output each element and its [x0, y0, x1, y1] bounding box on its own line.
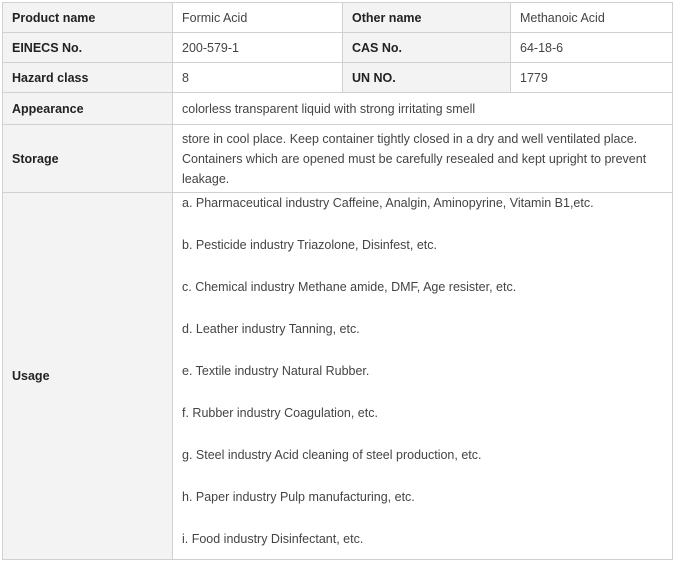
list-item: c. Chemical industry Methane amide, DMF, Age resister, etc. — [182, 280, 517, 294]
list-item: d. Leather industry Tanning, etc. — [182, 322, 360, 336]
usage-value — [173, 193, 673, 560]
appearance-label: Appearance — [3, 93, 173, 125]
table-row — [3, 3, 673, 33]
other-name-value: Methanoic Acid — [511, 3, 673, 33]
cas-label: CAS No. — [343, 33, 511, 63]
list-item: g. Steel industry Acid cleaning of steel production, etc. — [182, 448, 482, 462]
un-number-value: 1779 — [511, 63, 673, 93]
product-name-value: Formic Acid — [173, 3, 343, 33]
usage-list — [182, 193, 663, 559]
list-item: h. Paper industry Pulp manufacturing, etc. — [182, 490, 415, 504]
table-row — [3, 33, 673, 63]
list-item: i. Food industry Disinfectant, etc. — [182, 532, 364, 546]
list-item: a. Pharmaceutical industry Caffeine, Analgin, Aminopyrine, Vitamin B1,etc. — [182, 196, 594, 210]
einecs-value: 200-579-1 — [173, 33, 343, 63]
table-row — [3, 193, 673, 560]
list-item: b. Pesticide industry Triazolone, Disinfest, etc. — [182, 238, 437, 252]
product-spec-table — [2, 2, 673, 560]
appearance-value: colorless transparent liquid with strong irritating smell — [173, 93, 673, 125]
un-number-label: UN NO. — [343, 63, 511, 93]
table-row — [3, 125, 673, 193]
hazard-class-label: Hazard class — [3, 63, 173, 93]
cas-value: 64-18-6 — [511, 33, 673, 63]
usage-label: Usage — [3, 193, 173, 560]
product-name-label: Product name — [3, 3, 173, 33]
hazard-class-value: 8 — [173, 63, 343, 93]
einecs-label: EINECS No. — [3, 33, 173, 63]
list-item: e. Textile industry Natural Rubber. — [182, 364, 370, 378]
list-item: f. Rubber industry Coagulation, etc. — [182, 406, 378, 420]
storage-label: Storage — [3, 125, 173, 193]
table-row — [3, 93, 673, 125]
table-row — [3, 63, 673, 93]
storage-value: store in cool place. Keep container tightly closed in a dry and well ventilated place. Containers which are opened must be carefully resealed and kept upright to prevent leakage. — [173, 125, 673, 193]
other-name-label: Other name — [343, 3, 511, 33]
